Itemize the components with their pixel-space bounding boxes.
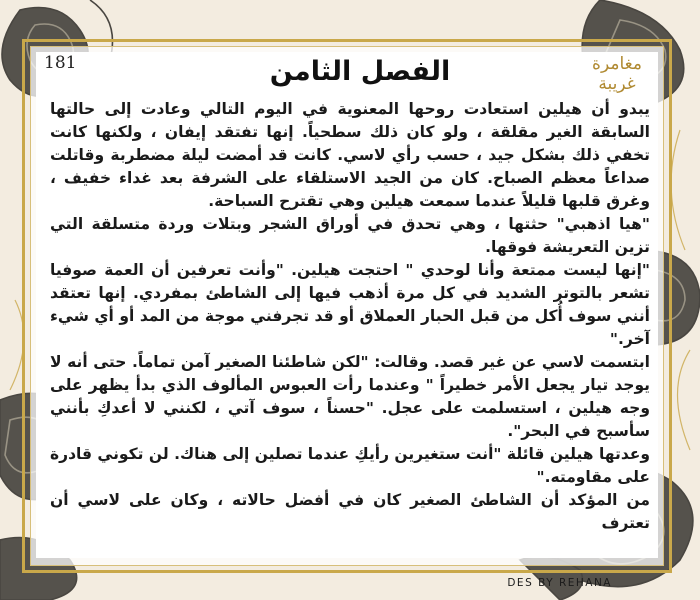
brand-line-2: غريبة (598, 74, 636, 94)
paragraph: وعدتها هيلين قائلة "أنت ستغيرين رأيكِ عندما تصلين إلى هناك. لن تكوني قادرة على مقاومته." (50, 445, 650, 486)
paragraph: "هيا اذهبي" حثتها ، وهي تحدق في أوراق الشجر وبتلات وردة متسلقة التي تزين التعريشة فوقها. (50, 215, 650, 256)
chapter-body (50, 98, 650, 535)
paragraph: ابتسمت لاسي عن غير قصد. وقالت: "لكن شاطئنا الصغير آمن تماماً. حتى أنه لا يوجد تيار يجعل الأمر خطيراً " وعندما رأت العبوس المألوف الذي بدأ يظهر على وجه هيلين ، استسلمت على عجل. "حسناً ، سوف آتي ، لكنني لا أعدكِ بأنني سأسبح في البحر". (50, 353, 650, 440)
page-number: 181 (44, 53, 77, 73)
chapter-title: الفصل الثامن (269, 56, 451, 87)
designer-credit: DES BY REHANA (507, 577, 612, 589)
brand-logo (576, 54, 658, 94)
brand-line-1: مغامرة (592, 54, 642, 74)
paragraph: يبدو أن هيلين استعادت روحها المعنوية في اليوم التالي وعادت إلى حالتها السابقة الغير مقلقة ، ولو كان ذلك سطحياً. إنها تفتقد إيفان ، ولكنها كانت تخفي ذلك بشكل جيد ، حسب رأي لاسي. كانت قد أمضت ليلة مضطربة وقاتلت صداعاً معظم الصباح. كان من الجيد الاستلقاء على الشرفة بعد غداء خفيف ، وغرق قلبها قليلاً عندما سمعت هيلين وهي تقترح السباحة. (50, 100, 650, 210)
paragraph: "إنها ليست ممتعة وأنا لوحدي " احتجت هيلين. "وأنت تعرفين أن العمة صوفيا تشعر بالتوتر الشديد في كل مرة أذهب فيها إلى الشاطئ بمفردي. إنها تعتقد أنني سوف أُكل من قبل الحبار العملاق أو قد تجرفني موجة من المد أو أي شيء آخر." (50, 261, 650, 348)
paragraph: من المؤكد أن الشاطئ الصغير كان في أفضل حالاته ، وكان على لاسي أن تعترف (50, 491, 650, 532)
